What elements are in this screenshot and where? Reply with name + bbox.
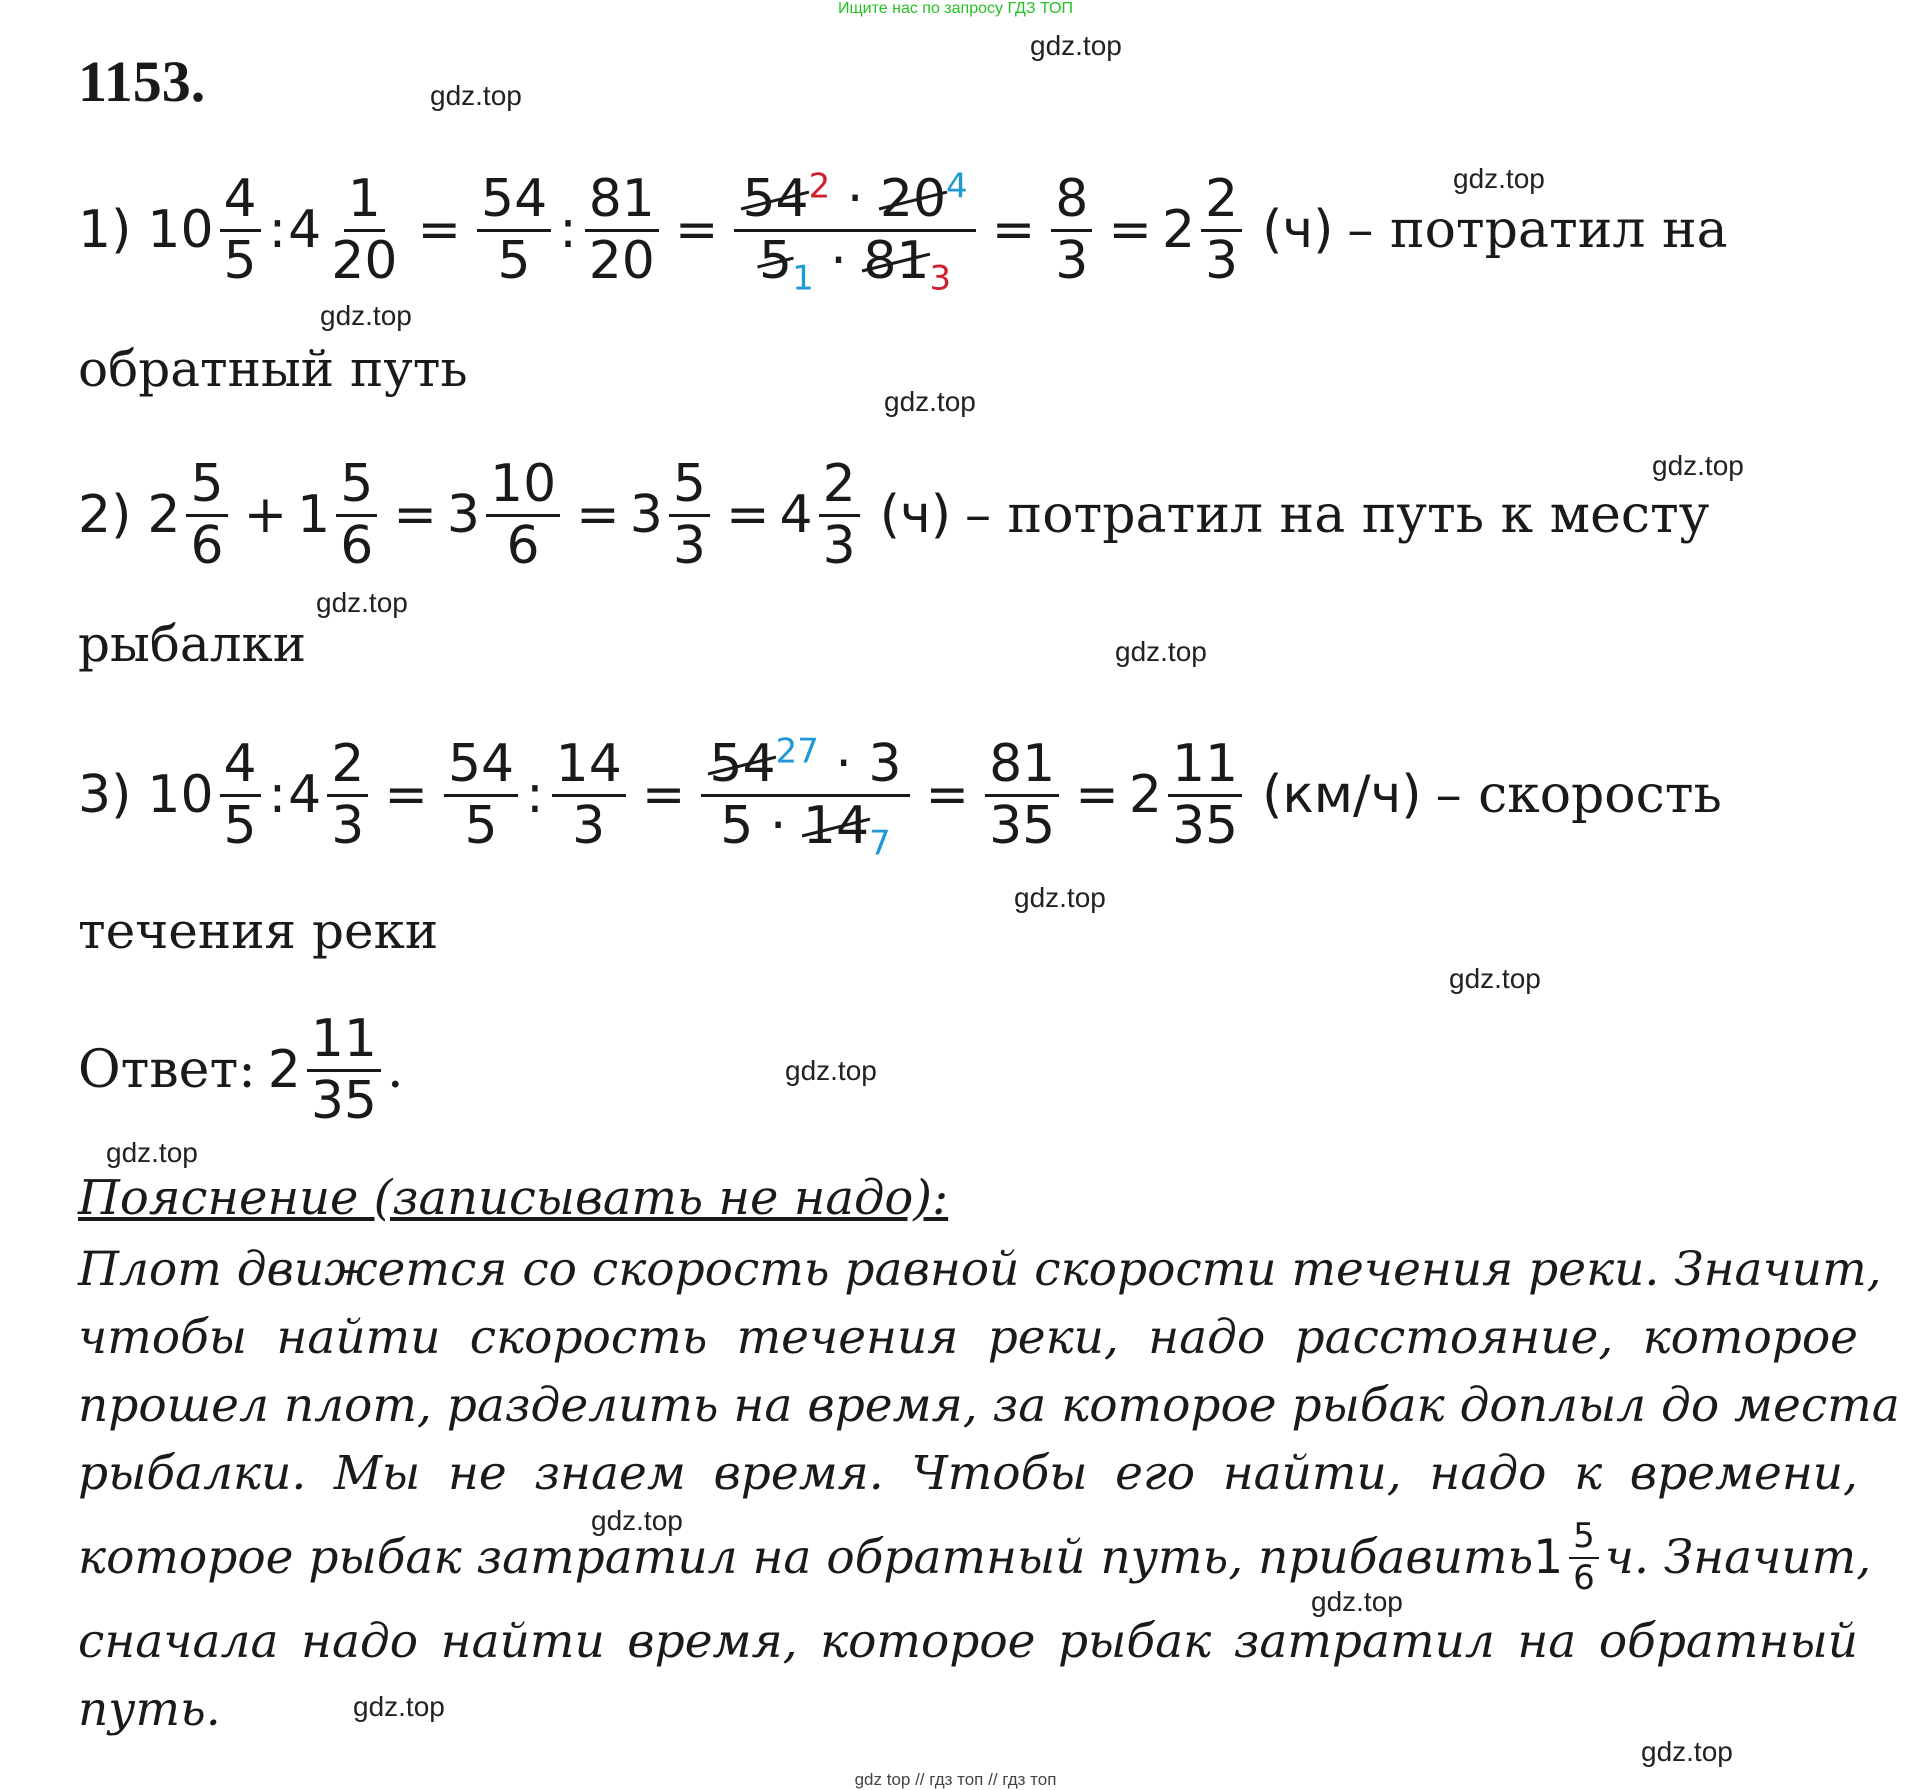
whole-part: 10 — [147, 765, 214, 825]
explanation-line: рыбалки. Мы не знаем время. Чтобы его найти, надо к времени, — [78, 1446, 1858, 1501]
watermark: gdz.top — [1453, 163, 1545, 194]
inline-mixed-number: 1 $\frac{5}{6}$ ч. Значит, — [1533, 1516, 1872, 1598]
colon-operator: : — [559, 200, 577, 260]
step-description: – скорость — [1435, 765, 1722, 825]
fraction: $\frac{81}{20}$ — [585, 170, 659, 289]
answer-label: Ответ: — [78, 1040, 256, 1100]
watermark: gdz.top — [1311, 1586, 1403, 1617]
watermark: gdz.top — [353, 1691, 445, 1722]
equals: = — [991, 200, 1036, 260]
equals: = — [384, 765, 428, 825]
unit: (ч) — [879, 485, 951, 545]
cancelled-fraction: $\frac{54^{27} \cdot 3}{5 \cdot 14_7}$ — [701, 735, 909, 854]
step-label: 1) — [78, 200, 132, 260]
fraction: $\frac{54}{5}$ — [477, 170, 551, 289]
whole-part: 2 — [1128, 765, 1162, 825]
whole-part: 2 — [267, 1040, 301, 1100]
whole-part: 10 — [147, 200, 214, 260]
watermark: gdz.top — [1115, 636, 1207, 667]
step-3-continuation: течения реки — [78, 902, 439, 960]
fraction: $\frac{81}{35}$ — [985, 735, 1059, 854]
fraction: $\frac{5}{3}$ — [669, 455, 710, 574]
explanation-line: Плот движется со скорость равной скорости течения реки. Значит, — [78, 1242, 1882, 1297]
step-2-equation — [78, 440, 1709, 590]
equals: = — [1108, 200, 1152, 260]
watermark: gdz.top — [1641, 1736, 1733, 1767]
whole-part: 4 — [779, 485, 813, 545]
fraction: $\frac{2}{3}$ — [819, 455, 860, 574]
fraction: $\frac{54}{5}$ — [444, 735, 518, 854]
explanation-line: прошел плот, разделить на время, за которое рыбак доплыл до места — [78, 1378, 1900, 1433]
fraction: $\frac{8}{3}$ — [1051, 170, 1092, 289]
step-1-equation — [78, 155, 1728, 305]
whole-part: 4 — [288, 765, 322, 825]
watermark: gdz.top — [1449, 963, 1541, 994]
whole-part: 3 — [629, 485, 663, 545]
equals: = — [925, 765, 970, 825]
task-number: 1153. — [78, 49, 206, 114]
fraction: $\frac{5}{6}$ — [186, 455, 227, 574]
whole-part: 2 — [1161, 200, 1196, 260]
step-description: – потратил на путь к месту — [965, 485, 1710, 545]
explanation-text: которое рыбак затратил на обратный путь, прибавить — [78, 1529, 1534, 1585]
explanation-line: путь. — [78, 1682, 221, 1737]
unit: (км/ч) — [1262, 765, 1422, 825]
top-banner: Ищите нас по запросу ГДЗ ТОП — [838, 0, 1073, 17]
fraction: $\frac{4}{5}$ — [220, 735, 261, 854]
watermark: gdz.top — [1030, 30, 1122, 61]
watermark: gdz.top — [591, 1505, 683, 1536]
equals: = — [725, 485, 770, 545]
fraction: $\frac{2}{3}$ — [327, 735, 368, 854]
step-2-continuation: рыбалки — [78, 615, 307, 673]
fraction: $\frac{11}{35}$ — [307, 1010, 381, 1129]
watermark: gdz.top — [106, 1137, 198, 1168]
colon-operator: : — [526, 765, 544, 825]
watermark: gdz.top — [884, 386, 976, 417]
fraction: $\frac{5}{6}$ — [336, 455, 377, 574]
colon-operator: : — [268, 200, 287, 260]
equals: = — [674, 200, 719, 260]
step-description: – потратил на — [1347, 200, 1728, 260]
equals: = — [393, 485, 437, 545]
cancelled-fraction: $\frac{54^2 \cdot 20^4}{5_1 \cdot 81_3}$ — [734, 170, 975, 289]
fraction: $\frac{4}{5}$ — [220, 170, 261, 289]
whole-part: 2 — [147, 485, 181, 545]
step-label: 3) — [78, 765, 132, 825]
equals: = — [1075, 765, 1119, 825]
equals: = — [576, 485, 620, 545]
watermark: gdz.top — [1652, 450, 1744, 481]
colon-operator: : — [268, 765, 287, 825]
step-label: 2) — [78, 485, 132, 545]
plus-operator: + — [243, 485, 288, 545]
equals: = — [641, 765, 686, 825]
watermark: gdz.top — [1014, 882, 1106, 913]
equals: = — [417, 200, 462, 260]
answer-line — [78, 1005, 404, 1135]
whole-part: 3 — [446, 485, 480, 545]
watermark: gdz.top — [785, 1055, 877, 1086]
watermark: gdz.top — [320, 300, 412, 331]
watermark: gdz.top — [316, 587, 408, 618]
step-3-equation — [78, 720, 1722, 870]
explanation-line: сначала надо найти время, которое рыбак затратил на обратный — [78, 1614, 1858, 1669]
unit: (ч) — [1262, 200, 1334, 260]
explanation-heading: Пояснение (записывать не надо): — [78, 1170, 949, 1226]
step-1-continuation: обратный путь — [78, 340, 468, 398]
fraction: $\frac{1}{20}$ — [331, 169, 398, 291]
period: . — [387, 1040, 404, 1100]
whole-part: 1 — [297, 485, 331, 545]
watermark: gdz.top — [430, 80, 522, 111]
explanation-line — [78, 1515, 1872, 1600]
fraction: $\frac{10}{6}$ — [486, 455, 560, 574]
footer-links: gdz top // гдз топ // гдз топ — [854, 1770, 1057, 1789]
whole-part: 4 — [288, 200, 322, 260]
explanation-line: чтобы найти скорость течения реки, надо расстояние, которое — [78, 1310, 1858, 1365]
fraction: $\frac{2}{3}$ — [1201, 170, 1242, 289]
fraction: $\frac{14}{3}$ — [552, 735, 626, 854]
fraction: $\frac{11}{35}$ — [1168, 735, 1242, 854]
